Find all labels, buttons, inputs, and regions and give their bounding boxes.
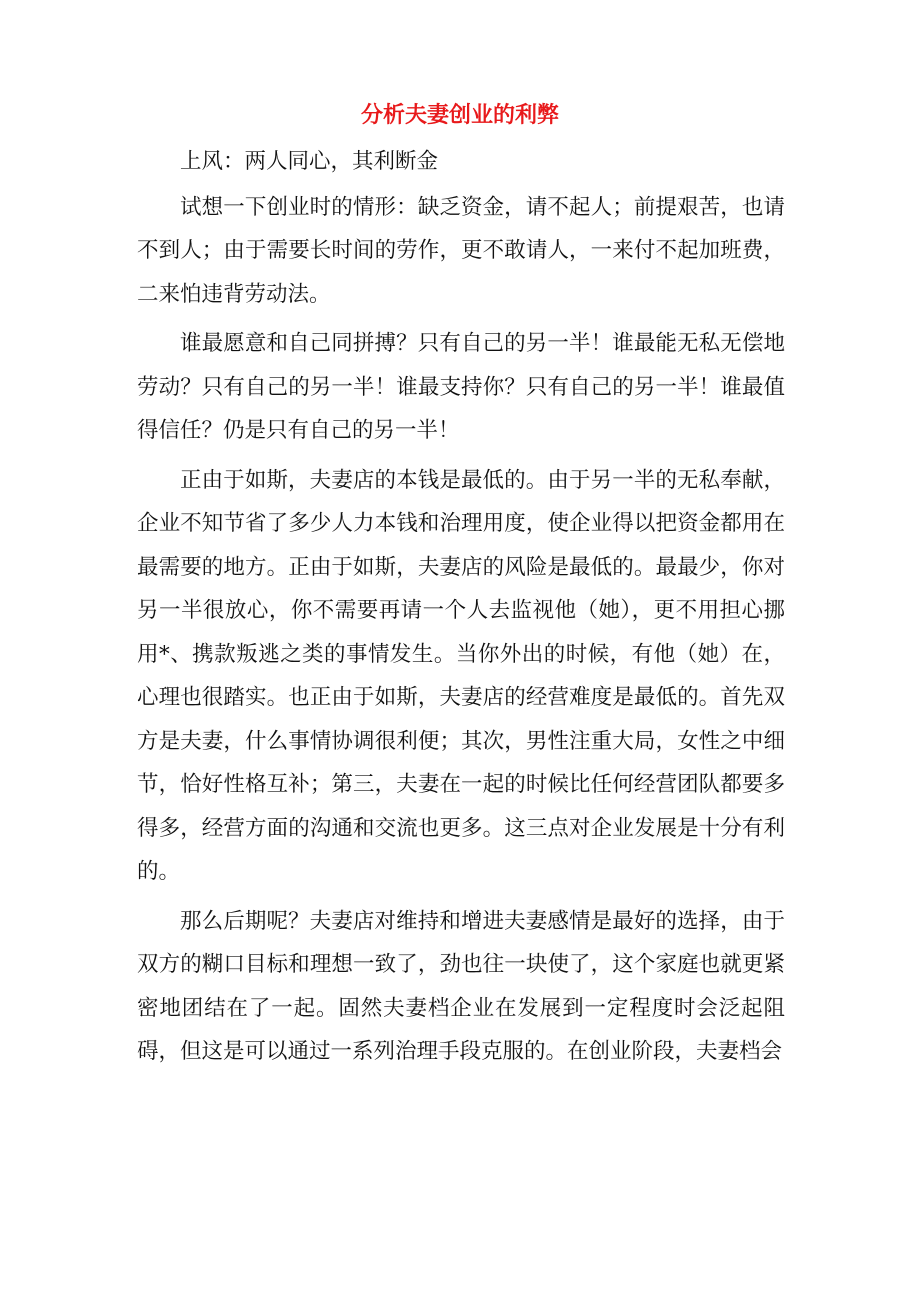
document-title: 分析夫妻创业的利弊 (360, 103, 559, 128)
document-body (137, 140, 792, 1074)
paragraph-1: 上风：两人同心，其利断金 (180, 149, 439, 174)
paragraph-3: 谁最愿意和自己同拼搏？只有自己的另一半！谁最能无私无偿地劳动？只有自己的另一半！谁最支持你？只有自己的另一半！谁最值得信任？仍是只有自己的另一半！ (137, 331, 785, 443)
paragraph-5: 那么后期呢？夫妻店对维持和增进夫妻感情是最好的选择，由于双方的糊口目标和理想一致了，劲也往一块使了，这个家庭也就更紧密地团结在了一起。固然夫妻档企业在发展到一定程度时会泛起阻碍，但这是可以通过一系列治理手段克服的。在创业阶段，夫妻档会 (137, 908, 785, 1064)
paragraph-4: 正由于如斯，夫妻店的本钱是最低的。由于另一半的无私奉献， 企业不知节省了多少人力本钱和治理用度，使企业得以把资金都用在 最需要的地方。正由于如斯，夫妻店的风险是最低的。最最少，你对 另一半很放心，你不需要再请一个人去监视他（她），更不用担心挪 用*、携款叛逃之类的事情发生。当你外出的时候，有他（她）在， 心理也很踏实。也正由于如斯，夫妻店的经营难度是最低的。首先双 方是夫妻，什么事情协调很利便；其次，男性注重大局，女性之中细 节，恰好性格互补；第三，夫妻在一起的时候比任何经营团队都要多 得多，经营方面的沟通和交流也更多。这三点对企业发展是十分有利 的。 (137, 467, 792, 884)
paragraph-2: 试想一下创业时的情形：缺乏资金，请不起人；前提艰苦，也请不到人；由于需要长时间的劳作，更不敢请人，一来付不起加班费， 二来怕违背劳动法。 (137, 194, 792, 307)
